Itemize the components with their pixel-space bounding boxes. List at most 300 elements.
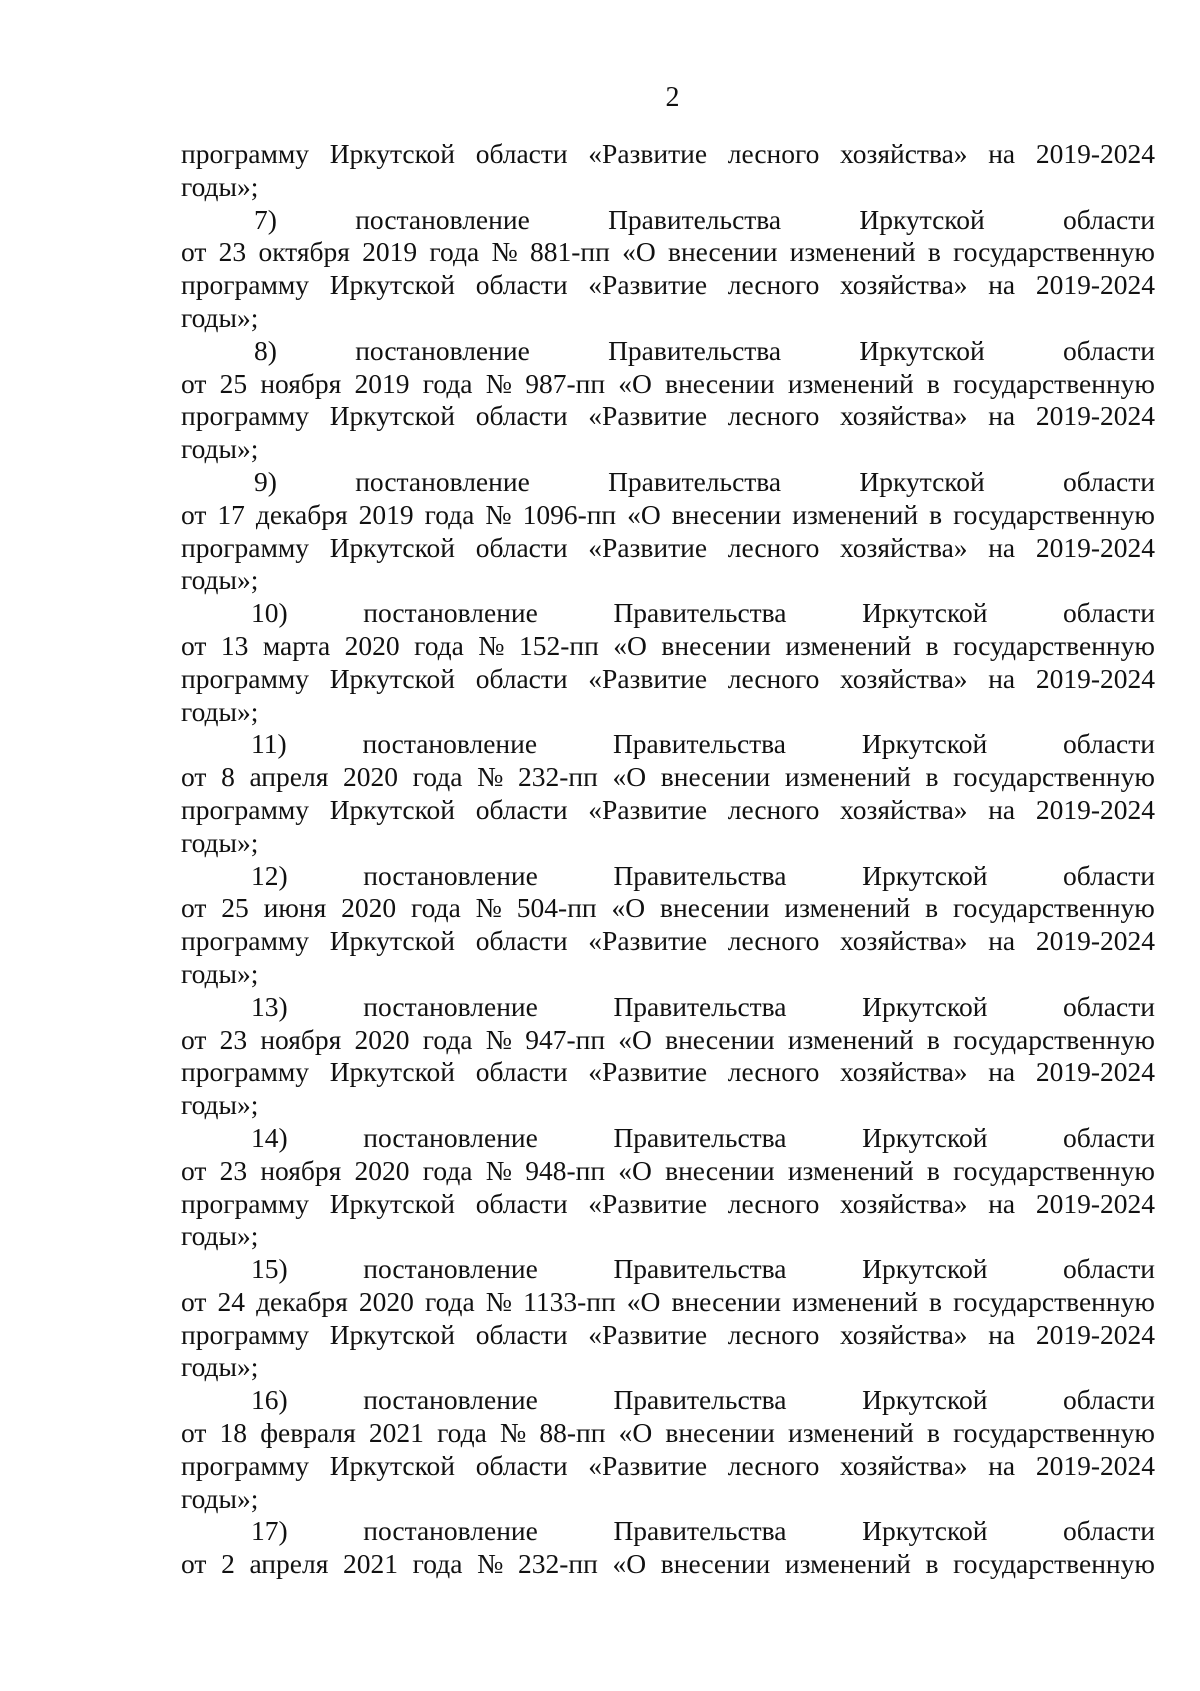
list-item-word: государственную: [953, 1285, 1155, 1317]
list-item-word: лесного: [727, 793, 820, 825]
list-item-word: 1133-пп: [523, 1285, 616, 1317]
list-item-line: годы»;: [181, 826, 259, 858]
list-item-word: 8: [221, 761, 235, 793]
list-item-word: постановление: [363, 1121, 538, 1153]
list-item-word: на: [988, 531, 1016, 563]
list-item-word: Иркутской: [329, 531, 456, 563]
list-item-word: №: [485, 1285, 513, 1317]
list-item-line: [181, 794, 1155, 827]
list-item-word: области: [475, 1318, 568, 1350]
list-item-word: на: [988, 1187, 1016, 1219]
list-item-word: от: [181, 1023, 207, 1055]
list-item-word: 2019-2024: [1035, 1056, 1155, 1088]
list-item-word: №: [477, 761, 504, 793]
list-item-word: на: [988, 1056, 1016, 1088]
list-item-line: [181, 663, 1155, 696]
list-item-word: лесного: [727, 400, 820, 432]
list-item-line: годы»;: [181, 695, 259, 727]
list-item-word: государственную: [953, 1417, 1155, 1449]
list-item-word: года: [429, 236, 480, 268]
list-item-word: года: [422, 1154, 473, 1186]
list-item-head: [181, 991, 1155, 1024]
list-item-word: государственную: [953, 892, 1155, 924]
list-item-word: 2021: [343, 1548, 399, 1580]
list-item-word: Иркутской: [862, 859, 988, 891]
page-number: 2: [665, 82, 680, 113]
list-item-word: декабря: [256, 1285, 348, 1317]
list-item-word: 2019-2024: [1035, 400, 1155, 432]
list-item-word: на: [988, 400, 1016, 432]
list-item-word: №: [485, 1154, 512, 1186]
list-item-line: годы»;: [181, 957, 259, 989]
list-item-head: [181, 204, 1155, 237]
list-item-word: Иркутской: [329, 1187, 456, 1219]
list-item-word: государственную: [953, 367, 1155, 399]
list-item-word: хозяйства»: [840, 1449, 968, 1481]
list-item-number: 12): [251, 859, 288, 891]
list-item-word: 948-пп: [525, 1154, 606, 1186]
list-item-word: «Развитие: [588, 269, 708, 301]
list-item-word: изменений: [784, 761, 911, 793]
list-item: [181, 1122, 1155, 1253]
list-item-word: Иркутской: [862, 1121, 988, 1153]
list-item-word: 18: [219, 1417, 248, 1449]
list-item-word: постановление: [355, 465, 530, 497]
list-item: [181, 728, 1155, 859]
list-item-word: внесении: [661, 629, 771, 661]
list-item-word: 2: [221, 1548, 235, 1580]
list-item-line: [181, 499, 1155, 532]
list-item-word: «О: [611, 892, 646, 924]
list-item-word: 2019-2024: [1035, 269, 1155, 301]
list-item-number: 10): [251, 597, 288, 629]
list-item-head: [181, 1515, 1155, 1548]
list-item-word: на: [988, 793, 1016, 825]
list-item-word: «Развитие: [588, 793, 708, 825]
list-item-word: постановление: [355, 334, 530, 366]
list-item-word: года: [411, 892, 461, 924]
list-item-word: области: [475, 793, 568, 825]
list-item-word: государственную: [953, 1023, 1155, 1055]
list-item-word: «Развитие: [588, 1449, 708, 1481]
list-item-line: годы»;: [181, 1482, 259, 1514]
list-item-word: на: [988, 1318, 1016, 1350]
list-item-word: №: [485, 1023, 512, 1055]
list-item-word: Правительства: [613, 990, 787, 1022]
list-item-line: годы»;: [181, 1220, 259, 1252]
list-item-word: года: [422, 367, 473, 399]
list-item-word: 2020: [354, 1023, 410, 1055]
list-item-word: постановление: [363, 1253, 538, 1285]
list-item-word: №: [478, 629, 505, 661]
list-item-word: Иркутской: [329, 400, 456, 432]
list-item-word: внесении: [671, 498, 782, 530]
list-item-word: внесении: [667, 236, 778, 268]
list-item-word: года: [412, 761, 463, 793]
list-item-word: на: [988, 269, 1016, 301]
list-item-word: внесении: [665, 1023, 775, 1055]
list-item-line: [181, 1548, 1155, 1581]
list-item-word: Иркутской: [329, 1318, 456, 1350]
list-item-word: №: [491, 236, 518, 268]
list-item-line: [181, 1056, 1155, 1089]
list-item-word: 947-пп: [525, 1023, 606, 1055]
list-item-word: изменений: [785, 629, 912, 661]
list-item-word: 25: [219, 367, 248, 399]
list-item-word: программу: [181, 662, 310, 694]
list-item-word: 2019: [362, 236, 418, 268]
list-item-word: ноября: [260, 367, 342, 399]
list-item-number: 7): [254, 203, 277, 235]
list-item-word: лесного: [727, 1318, 820, 1350]
list-item-word: области: [1063, 859, 1155, 891]
list-item-line: годы»;: [181, 1351, 259, 1383]
list-item-word: Правительства: [613, 597, 787, 629]
list-item-word: программу: [181, 925, 310, 957]
list-item-word: 232-пп: [517, 761, 598, 793]
list-item-word: внесении: [665, 1154, 775, 1186]
list-item-word: изменений: [784, 1548, 911, 1580]
list-item-word: 2019: [358, 498, 414, 530]
list-item-word: хозяйства»: [840, 1187, 968, 1219]
list-item-word: в: [925, 1548, 939, 1580]
list-item-word: Правительства: [608, 334, 782, 366]
list-item-word: внесении: [660, 1548, 771, 1580]
list-item-word: «О: [626, 1285, 661, 1317]
list-item-word: февраля: [260, 1417, 356, 1449]
list-item-word: 23: [219, 1023, 248, 1055]
list-item-word: на: [988, 1449, 1016, 1481]
list-item-word: области: [475, 1056, 568, 1088]
list-item-word: «Развитие: [588, 1318, 708, 1350]
list-item-word: изменений: [784, 892, 911, 924]
list-item-head: [181, 1253, 1155, 1286]
list-item-word: Иркутской: [859, 465, 985, 497]
list-item-word: «О: [618, 1023, 652, 1055]
list-item-word: «О: [618, 1417, 653, 1449]
list-item-word: Правительства: [613, 1515, 787, 1547]
list-item-word: 23: [219, 1154, 248, 1186]
list-item-head: [181, 728, 1155, 761]
list-item-word: хозяйства»: [840, 400, 968, 432]
list-item-word: изменений: [787, 1417, 914, 1449]
list-item-word: постановление: [363, 990, 538, 1022]
list-item-word: от: [181, 629, 207, 661]
list-item-word: государственную: [953, 1548, 1155, 1580]
list-item-word: лесного: [727, 925, 820, 957]
list-item-number: 16): [251, 1384, 288, 1416]
list-item-word: хозяйства»: [840, 531, 968, 563]
list-item-word: 2019-2024: [1035, 1449, 1155, 1481]
list-item-line: [181, 925, 1155, 958]
intro-line-1: программу Иркутской области «Развитие лесного хозяйства» на 2019-2024: [181, 138, 1155, 169]
list-item-word: изменений: [792, 498, 919, 530]
list-item-word: апреля: [249, 1548, 329, 1580]
list-item-word: области: [1063, 597, 1155, 629]
list-item-word: от: [181, 1548, 207, 1580]
document-body: [181, 138, 1155, 1581]
list-item-word: внесении: [660, 892, 770, 924]
list-item-word: области: [475, 400, 568, 432]
list-item-word: 17: [217, 498, 245, 530]
list-item-word: области: [475, 662, 568, 694]
list-item-word: изменений: [787, 1023, 914, 1055]
list-item-line: [181, 1319, 1155, 1352]
list-item-word: 88-пп: [539, 1417, 606, 1449]
list-item-head: [181, 1122, 1155, 1155]
list-item-word: 2019-2024: [1035, 925, 1155, 957]
list-item: [181, 1384, 1155, 1515]
list-item-word: программу: [181, 400, 310, 432]
list-item-word: №: [475, 892, 502, 924]
list-item-head: [181, 597, 1155, 630]
list-item-word: постановление: [362, 728, 538, 760]
list-item-word: 152-пп: [519, 629, 599, 661]
list-item-word: декабря: [255, 498, 348, 530]
list-item-word: области: [1063, 203, 1155, 235]
list-item-word: Иркутской: [862, 1384, 988, 1416]
list-item-word: «Развитие: [588, 400, 708, 432]
list-item-word: хозяйства»: [840, 1056, 968, 1088]
list-item-line: [181, 1155, 1155, 1188]
list-item-word: в: [929, 1285, 943, 1317]
list-item-word: в: [929, 498, 943, 530]
list-item-word: Иркутской: [329, 1449, 456, 1481]
list-item-word: на: [988, 662, 1016, 694]
list-item-word: области: [1063, 465, 1155, 497]
list-item-word: от: [181, 1417, 207, 1449]
list-item-word: области: [1063, 334, 1155, 366]
list-item-word: постановление: [363, 597, 538, 629]
list-item-line: годы»;: [181, 433, 259, 465]
list-item-word: хозяйства»: [840, 925, 968, 957]
list-item-word: Правительства: [612, 728, 786, 760]
list-item-number: 8): [254, 334, 277, 366]
list-item-word: 23: [218, 236, 247, 268]
list-item-word: в: [925, 629, 939, 661]
list-item-number: 11): [251, 728, 287, 760]
list-item-word: постановление: [363, 859, 538, 891]
list-item-word: года: [424, 1285, 475, 1317]
list-item-word: области: [1063, 1253, 1155, 1285]
list-item-word: 2019: [354, 367, 410, 399]
list-item-word: «О: [612, 1548, 647, 1580]
list-item-word: «Развитие: [588, 1187, 708, 1219]
list-item: [181, 991, 1155, 1122]
list-item-word: «О: [618, 367, 652, 399]
list-item-head: [181, 466, 1155, 499]
list-item-word: апреля: [249, 761, 329, 793]
list-item-word: внесении: [665, 1417, 775, 1449]
list-item: [181, 466, 1155, 597]
list-item-word: года: [412, 1548, 463, 1580]
list-item-line: годы»;: [181, 301, 259, 333]
list-item-word: Иркутской: [859, 203, 985, 235]
list-item-word: «О: [618, 1154, 652, 1186]
list-item-head: [181, 860, 1155, 893]
list-item-word: области: [475, 269, 568, 301]
list-item-word: 13: [220, 629, 249, 661]
list-item-word: от: [181, 1285, 207, 1317]
list-item-word: изменений: [787, 1154, 914, 1186]
list-item-word: внесении: [671, 1285, 781, 1317]
list-item-word: 2019-2024: [1035, 1318, 1155, 1350]
list-item-word: в: [927, 1417, 940, 1449]
list-item-word: от: [181, 1154, 207, 1186]
list-item-word: изменений: [787, 367, 914, 399]
list-item-word: хозяйства»: [840, 793, 968, 825]
list-item-word: «Развитие: [588, 925, 708, 957]
list-item-word: программу: [181, 793, 310, 825]
list-item-word: изменений: [792, 1285, 918, 1317]
list-item-word: хозяйства»: [840, 269, 968, 301]
list-item-word: 24: [217, 1285, 245, 1317]
list-item-word: лесного: [727, 531, 820, 563]
list-item-word: «Развитие: [588, 531, 708, 563]
list-item-word: государственную: [953, 761, 1155, 793]
list-item-word: Правительства: [608, 203, 782, 235]
list-item-word: внесении: [665, 367, 775, 399]
list-item-word: от: [181, 892, 207, 924]
list-item-line: [181, 532, 1155, 565]
list-item-word: года: [424, 498, 475, 530]
list-item-word: государственную: [953, 1154, 1155, 1186]
list-item-word: Иркутской: [329, 1056, 456, 1088]
list-item-word: программу: [181, 269, 310, 301]
list-item-word: Правительства: [613, 1384, 787, 1416]
list-item-word: программу: [181, 1318, 310, 1350]
list-item-word: Иркутской: [329, 925, 456, 957]
list-item-word: Иркутской: [862, 990, 988, 1022]
list-item-word: в: [926, 1023, 940, 1055]
list-item-word: Правительства: [613, 1253, 787, 1285]
list-item-word: изменений: [789, 236, 916, 268]
list-item: [181, 1515, 1155, 1581]
list-item-word: области: [1063, 990, 1155, 1022]
list-item-line: [181, 1024, 1155, 1057]
list-item-line: годы»;: [181, 1089, 259, 1121]
list-item-word: №: [485, 498, 512, 530]
list-item-word: в: [925, 892, 939, 924]
list-item-word: хозяйства»: [840, 662, 968, 694]
list-item-word: «О: [612, 761, 647, 793]
list-item-word: 2020: [344, 629, 400, 661]
list-item-word: года: [422, 1023, 473, 1055]
list-item-word: в: [925, 761, 939, 793]
list-item-word: области: [475, 1187, 568, 1219]
list-item-word: в: [926, 1154, 940, 1186]
list-item-word: от: [181, 498, 207, 530]
list-item-word: лесного: [727, 269, 820, 301]
list-item-word: от: [181, 367, 207, 399]
list-item-word: 2020: [341, 892, 397, 924]
list-item-line: годы»;: [181, 564, 259, 596]
list-item-word: 232-пп: [517, 1548, 598, 1580]
list-item-word: ноября: [260, 1023, 342, 1055]
list-item-word: 2020: [358, 1285, 414, 1317]
list-item-word: «Развитие: [588, 662, 708, 694]
list-item-line: [181, 269, 1155, 302]
list-item-word: области: [1063, 1384, 1155, 1416]
list-item-word: области: [475, 925, 568, 957]
list-item-word: ноября: [260, 1154, 342, 1186]
list-item-word: 987-пп: [525, 367, 606, 399]
list-item-number: 9): [254, 465, 277, 497]
list-item-word: 504-пп: [516, 892, 597, 924]
list-item-word: лесного: [727, 1187, 820, 1219]
list-item-word: Иркутской: [329, 793, 456, 825]
list-item-word: Иркутской: [329, 269, 456, 301]
list-item-line: [181, 630, 1155, 663]
list-item-word: 2019-2024: [1035, 662, 1155, 694]
list-item-word: Иркутской: [862, 1253, 988, 1285]
list-item-word: года: [437, 1417, 487, 1449]
list-item-line: [181, 368, 1155, 401]
list-item-word: 2019-2024: [1035, 793, 1155, 825]
list-item-line: [181, 1417, 1155, 1450]
list-item-line: [181, 400, 1155, 433]
list-item-word: 2020: [354, 1154, 410, 1186]
list-item-word: Иркутской: [862, 1515, 988, 1547]
list-items: [181, 204, 1155, 1581]
list-item-number: 15): [251, 1253, 288, 1285]
list-item-line: [181, 1450, 1155, 1483]
list-item-word: №: [499, 1417, 527, 1449]
list-item-word: области: [475, 531, 568, 563]
list-item-number: 14): [251, 1121, 288, 1153]
list-item: [181, 597, 1155, 728]
list-item-number: 13): [251, 990, 288, 1022]
list-item-word: Иркутской: [329, 662, 456, 694]
list-item-word: в: [926, 367, 940, 399]
list-item-word: лесного: [727, 1056, 820, 1088]
list-item-word: №: [485, 367, 512, 399]
list-item-word: года: [414, 629, 464, 661]
list-item-word: «Развитие: [588, 1056, 708, 1088]
list-item-line: [181, 892, 1155, 925]
list-item: [181, 335, 1155, 466]
list-item-word: программу: [181, 1056, 310, 1088]
list-item-line: [181, 1286, 1155, 1319]
intro-line-2: годы»;: [181, 170, 259, 202]
list-item-word: 2021: [368, 1417, 424, 1449]
list-item-word: программу: [181, 1449, 310, 1481]
list-item-word: июня: [263, 892, 327, 924]
list-item: [181, 204, 1155, 335]
list-item-word: внесении: [660, 761, 771, 793]
list-item-word: 2020: [343, 761, 399, 793]
list-item-word: области: [1063, 1515, 1155, 1547]
list-item-word: на: [988, 925, 1016, 957]
list-item-word: октября: [258, 236, 350, 268]
list-item-word: «О: [627, 498, 661, 530]
list-item-word: постановление: [363, 1384, 538, 1416]
list-item-word: 25: [221, 892, 249, 924]
list-item-word: области: [475, 1449, 568, 1481]
list-item-word: Иркутской: [859, 334, 985, 366]
list-item-word: государственную: [953, 236, 1155, 268]
list-item-word: Правительства: [613, 1121, 787, 1153]
list-item-word: лесного: [727, 662, 820, 694]
list-item-word: лесного: [727, 1449, 820, 1481]
list-item-line: [181, 236, 1155, 269]
list-item-word: марта: [262, 629, 331, 661]
list-item-word: постановление: [355, 203, 530, 235]
list-item-head: [181, 335, 1155, 368]
list-item-word: Правительства: [608, 465, 782, 497]
list-item-word: 1096-пп: [522, 498, 617, 530]
list-item-head: [181, 1384, 1155, 1417]
